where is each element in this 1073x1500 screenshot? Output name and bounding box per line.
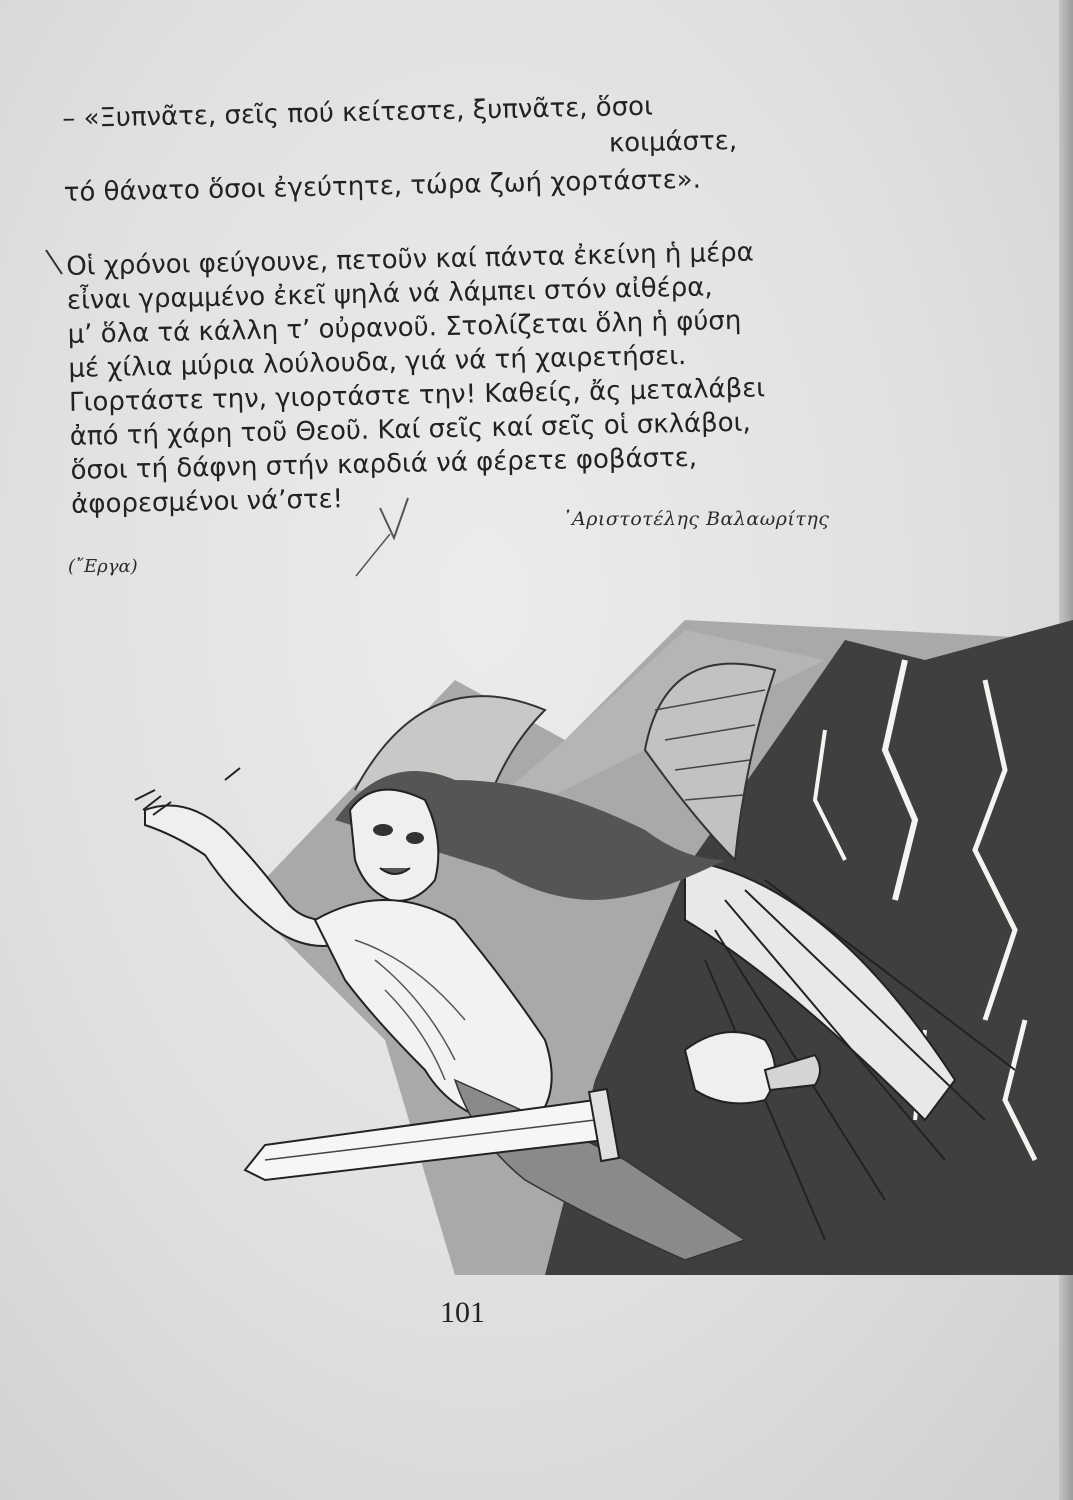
poem-line: ἀπό τή χάρη τοῦ Θεοῦ. Καί σεῖς καί σεῖς οἱ σκλάβοι,: [69, 407, 751, 452]
poem-line: τό θάνατο ὅσοι ἐγεύτητε, τώρα ζωή χορτάστε».: [63, 164, 702, 208]
poem-line: Οἱ χρόνοι φεύγουνε, πετοῦν καί πάντα ἐκείνη ἡ μέρα: [65, 237, 755, 282]
source-citation: (῎Εργα): [68, 556, 138, 577]
poem-line: ὅσοι τή δάφνη στήν καρδιά νά φέρετε φοβάστε,: [70, 442, 698, 486]
poem-line: ἀφορεσμένοι νά’στε!: [70, 484, 344, 520]
poem-line: μ’ ὅλα τά κάλλη τ’ οὐρανοῦ. Στολίζεται ὅλη ἡ φύση: [67, 305, 742, 350]
angel-illustration: [125, 600, 1073, 1275]
page-number: 101: [440, 1296, 485, 1329]
poem-line: μέ χίλια μύρια λούλουδα, γιά νά τή χαιρετήσει.: [68, 340, 687, 384]
poem-line: εἶναι γραμμένο ἐκεῖ ψηλά νά λάμπει στόν αἰθέρα,: [66, 272, 713, 316]
poem-line: Γιορτάστε την, γιορτάστε την! Καθείς, ἄς μεταλάβει: [68, 373, 766, 418]
margin-tick-mark: [44, 248, 66, 278]
poem-line: κοιμάστε,: [608, 125, 738, 159]
handwritten-check-mark: [350, 490, 440, 580]
poem-author: ᾿Αριστοτέλης Βαλαωρίτης: [562, 508, 830, 530]
poem-line: – «Ξυπνᾶτε, σεῖς πού κείτεστε, ξυπνᾶτε, ὅσοι: [61, 91, 654, 134]
